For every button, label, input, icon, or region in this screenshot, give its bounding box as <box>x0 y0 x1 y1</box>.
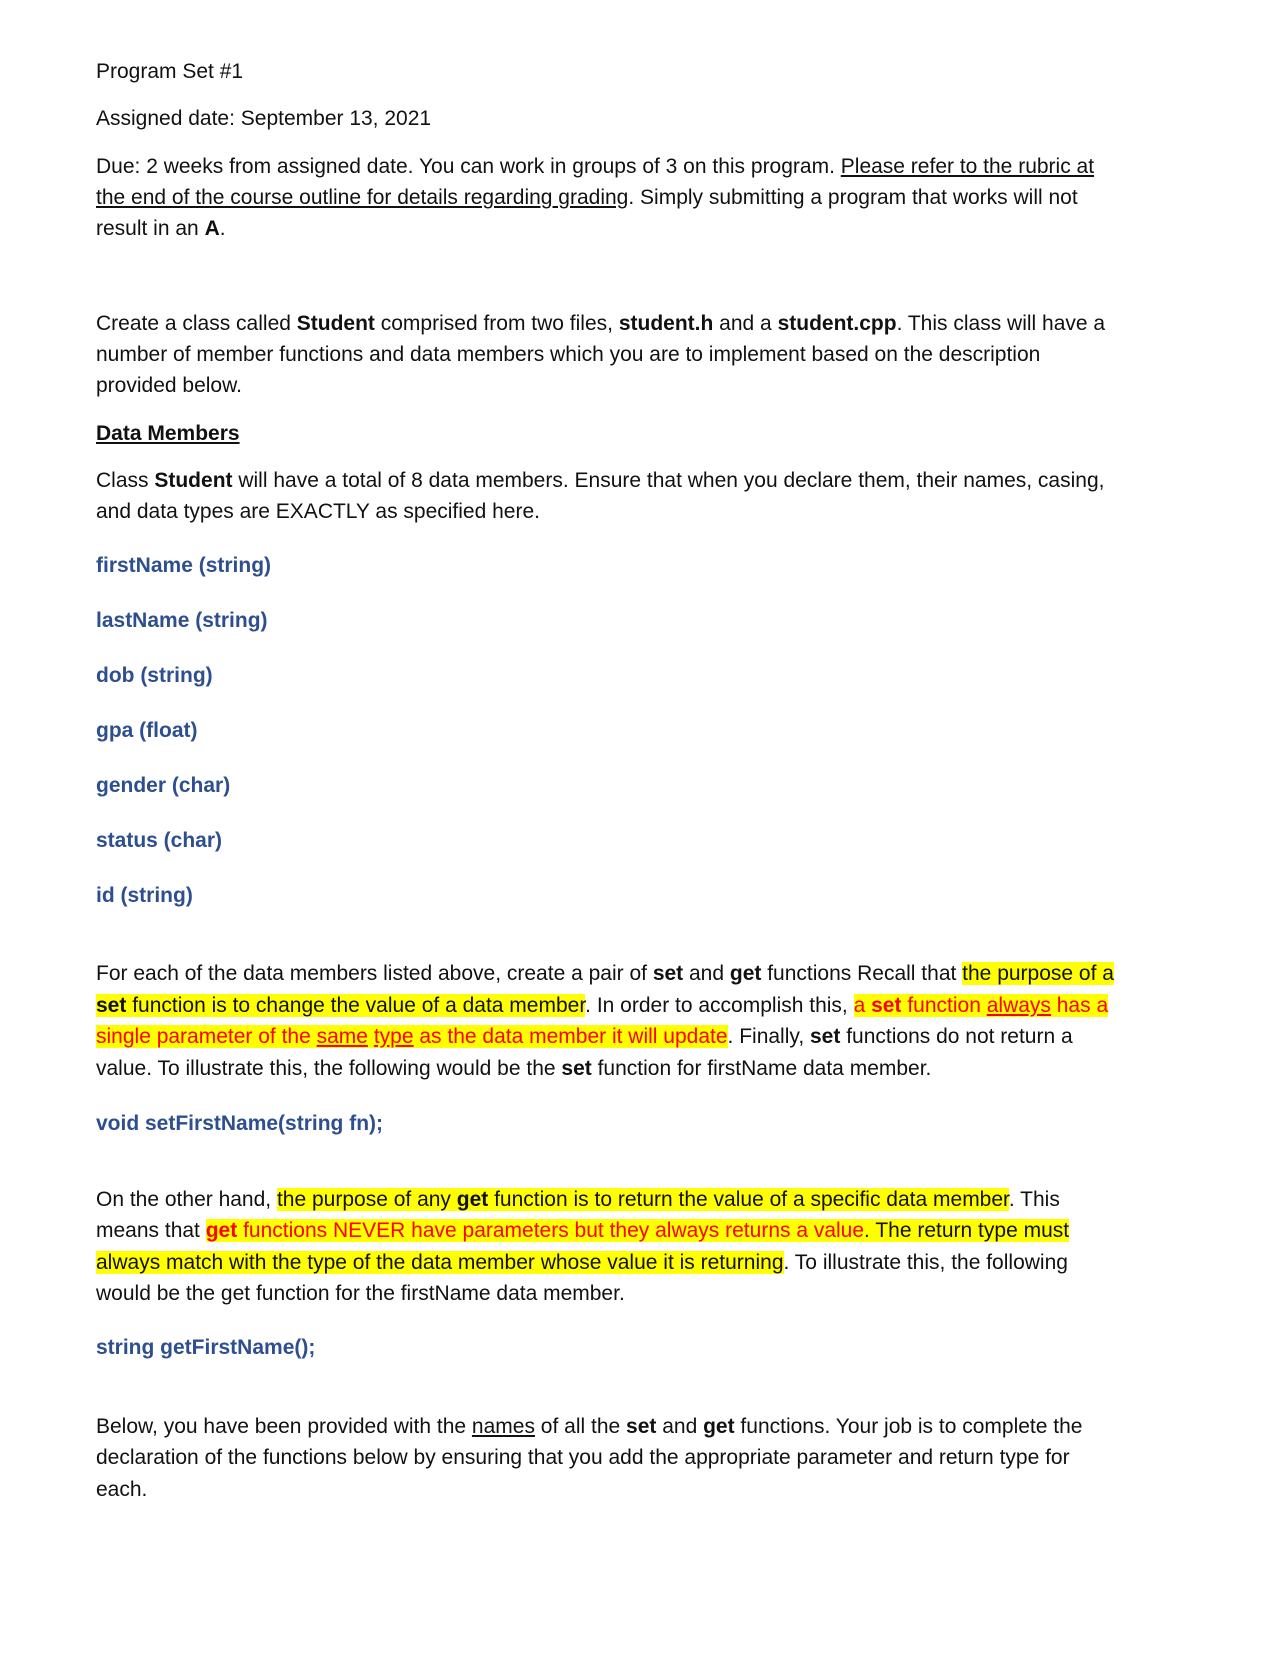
kw-set: set <box>652 962 684 985</box>
intro-line-3: provided below. <box>96 374 242 397</box>
get-line-3 <box>96 1247 1068 1279</box>
data-members-line-2: and data types are EXACTLY as specified here. <box>96 500 540 523</box>
class-name-student: Student <box>154 469 233 492</box>
rubric-reference-1: Please refer to the rubric at <box>840 155 1095 178</box>
due-text-2: . Simply submitting a program that works will not <box>628 186 1078 209</box>
set-line-4 <box>96 1053 931 1085</box>
highlight-get-purpose: function is to return the value of a specific data member <box>488 1188 1009 1211</box>
filename-source: student.cpp <box>777 312 897 335</box>
due-text: Due: 2 weeks from assigned date. You can work in groups of 3 on this program. <box>96 155 841 178</box>
get-text: On the other hand, <box>96 1188 277 1211</box>
member-status: status (char) <box>96 829 223 852</box>
set-line-2 <box>96 990 1108 1022</box>
set-text: and <box>683 962 730 985</box>
program-title: Program Set #1 <box>96 60 244 83</box>
closing-text: functions. Your job is to complete the <box>734 1415 1083 1438</box>
kw-get: get <box>729 962 762 985</box>
set-text: value. To illustrate this, the following would be the <box>96 1057 562 1080</box>
intro-text: comprised from two files, <box>374 312 619 335</box>
member-lastname: lastName (string) <box>96 609 268 632</box>
member-gender: gender (char) <box>96 774 231 797</box>
closing-text: and <box>656 1415 704 1438</box>
closing-text: of all the <box>534 1415 627 1438</box>
member-gpa: gpa (float) <box>96 719 198 742</box>
intro-text: . This class will have a <box>896 312 1106 335</box>
set-line-1 <box>96 958 1114 990</box>
kw-set: set <box>626 1415 657 1438</box>
get-line-1 <box>96 1184 1060 1216</box>
kw-get: get <box>456 1188 489 1211</box>
emphasis-always: always <box>986 994 1051 1017</box>
highlight-red-rule: single parameter of the <box>96 1025 317 1048</box>
highlight-set-purpose: function is to change the value of a data member <box>126 994 586 1017</box>
due-line-2 <box>96 182 1078 214</box>
member-dob: dob (string) <box>96 664 213 687</box>
due-text-end: . <box>219 217 226 240</box>
highlight-get-rule: . The return type must <box>864 1219 1070 1242</box>
emphasis-names: names <box>471 1415 535 1438</box>
closing-line-1 <box>96 1411 1082 1443</box>
set-function-example: void setFirstName(string fn); <box>96 1112 384 1135</box>
intro-text: Create a class called <box>96 312 297 335</box>
kw-set: set <box>810 1025 841 1048</box>
emphasis-same: same <box>316 1025 368 1048</box>
set-text: functions Recall that <box>761 962 963 985</box>
set-text: . In order to accomplish this, <box>585 994 854 1017</box>
highlight-red-rule: function <box>901 994 987 1017</box>
set-text: . Finally, <box>727 1025 810 1048</box>
kw-get: get <box>703 1415 735 1438</box>
due-line-3 <box>96 213 226 245</box>
closing-line-2: declaration of the functions below by ensuring that you add the appropriate parameter and return type for <box>96 1446 1070 1469</box>
set-line-3 <box>96 1021 1073 1053</box>
highlight-red-rule <box>368 1025 374 1048</box>
member-firstname: firstName (string) <box>96 554 272 577</box>
intro-line-2: number of member functions and data members which you are to implement based on the description <box>96 343 1041 366</box>
highlight-get-rule: always match with the type of the data member whose value it is returning <box>96 1251 784 1274</box>
get-text: . This <box>1008 1188 1060 1211</box>
kw-set: set <box>561 1057 592 1080</box>
due-line-1 <box>96 151 1094 183</box>
due-text-3: result in an <box>96 217 205 240</box>
get-text: means that <box>96 1219 206 1242</box>
highlight-set-purpose: the purpose of a <box>962 962 1114 985</box>
emphasis-type: type <box>373 1025 414 1048</box>
kw-set: set <box>96 994 127 1017</box>
rubric-reference-2: the end of the course outline for details regarding grading <box>96 186 629 209</box>
set-text: functions do not return a <box>840 1025 1073 1048</box>
get-line-2 <box>96 1215 1069 1247</box>
data-members-heading: Data Members <box>96 422 240 445</box>
assigned-date: Assigned date: September 13, 2021 <box>96 107 432 130</box>
get-line-4: would be the get function for the firstName data member. <box>96 1282 625 1305</box>
filename-header: student.h <box>618 312 714 335</box>
dm-text: Class <box>96 469 155 492</box>
highlight-red-rule: as the data member it will update <box>413 1025 728 1048</box>
closing-text: Below, you have been provided with the <box>96 1415 472 1438</box>
highlight-red-rule: functions NEVER have parameters but they always returns a value <box>237 1219 865 1242</box>
dm-text: will have a total of 8 data members. Ensure that when you declare them, their names, casing, <box>232 469 1105 492</box>
set-text: For each of the data members listed above, create a pair of <box>96 962 653 985</box>
grade-a: A <box>204 217 220 240</box>
get-text: . To illustrate this, the following <box>783 1251 1068 1274</box>
member-id: id (string) <box>96 884 193 907</box>
highlight-get-purpose: the purpose of any <box>276 1188 457 1211</box>
closing-line-3: each. <box>96 1478 148 1501</box>
highlight-red-rule: a <box>853 994 872 1017</box>
highlight-red-rule: has a <box>1050 994 1109 1017</box>
kw-get: get <box>205 1219 238 1242</box>
get-function-example: string getFirstName(); <box>96 1336 316 1359</box>
intro-line-1 <box>96 308 1105 340</box>
kw-set: set <box>871 994 902 1017</box>
set-text: function for firstName data member. <box>591 1057 932 1080</box>
data-members-line-1 <box>96 465 1104 497</box>
class-name-student: Student <box>296 312 375 335</box>
intro-text: and a <box>713 312 778 335</box>
